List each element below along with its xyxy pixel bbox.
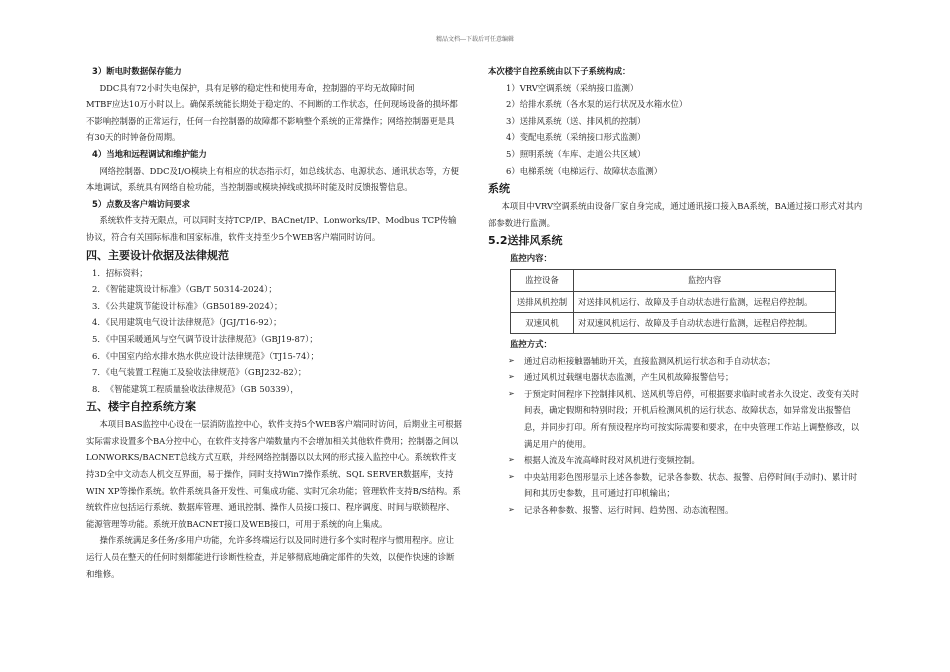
list-item-text: 中央站用彩色图形显示上述各参数，记录各参数、状态、报警、启停时间(手动时)、累计时间和其历史参数，且可通过打印机输出；: [524, 471, 858, 499]
subsystem-item: 4）变配电系统（采纳接口形式监测）: [506, 132, 646, 143]
arrow-bullet-icon: ➢: [508, 471, 515, 481]
section-heading-points: 5）点数及客户端访问要求: [92, 198, 190, 209]
basis-item: 4．《民用建筑电气设计法律规范》（JGJ/T16-92）；: [92, 317, 282, 328]
paragraph-bas-center: 本项目BAS监控中心设在一层消防监控中心，软件支持5个WEB客户端同时访问，后期业主可根据实际需求设置多个BA分控中心，在软件支持客户端数量内不会增加相关其他软件费用；控制器之间以LONWORKS/BACNET总线方式互联，并经网络控制器以以太网的形式接入监控中心。系统软件支持3D全中文动态人机交互界面，易于操作，同时支持Win7操作系统、SQL SERVER数据库，支持WIN XP等操作系统。软件系统具备开发性、可集成功能、实时冗余功能；管理软件支持B/S结构。系统软件应包括运行系统、数据库管理、通讯控制、操作人员接口接口、程序调度、时间与联锁程序、能源管理等功能。系统开放BACNET接口及WEB接口，可用于系统的向上集成。: [86, 419, 462, 529]
table-cell-device: 双速风机: [511, 312, 574, 333]
table-cell-content: 对送排风机运行、故障及手自动状态进行监测，远程启停控制。: [574, 291, 836, 312]
basis-item: 3．《公共建筑节能设计标准》（GB50189-2024）；: [92, 300, 283, 311]
arrow-bullet-icon: ➢: [508, 355, 515, 365]
list-item-text: 记录各种参数、报警、运行时间、趋势图、动态流程图。: [524, 504, 734, 515]
list-item: [488, 469, 864, 502]
monitor-content-label: 监控内容：: [510, 253, 552, 264]
table-header-content: 监控内容: [574, 269, 836, 291]
list-item: [488, 369, 864, 386]
left-column: [86, 63, 462, 582]
subsystem-item: 1）VRV空调系统（采纳接口监测）: [506, 82, 639, 93]
arrow-bullet-icon: ➢: [508, 455, 515, 465]
section-title-ventilation: 5.2送排风系统: [488, 234, 563, 248]
list-item: [488, 452, 864, 469]
basis-item: 5．《中国采暖通风与空气调节设计法律规范》（GBJ19-87）；: [92, 333, 318, 344]
table-row: [511, 291, 836, 312]
table-header-row: [511, 269, 836, 291]
list-item: [488, 502, 864, 519]
subsystem-item: 6）电梯系统（电梯运行、故障状态监测）: [506, 165, 663, 176]
paragraph-os: 操作系统满足多任务/多用户功能，允许多终端运行以及同时进行多个实时程序与惯用程序。应让运行人员在整天的任何时刻都能进行诊断性检查，并足够彻底地确定部件的失效，以便作快速的诊断和维修。: [86, 535, 455, 579]
section-heading-debug: 4）当地和远程调试和维护能力: [92, 148, 207, 159]
basis-item: 1．招标资料；: [92, 267, 148, 278]
subsystems-heading: 本次楼宇自控系统由以下子系统构成：: [488, 66, 631, 76]
arrow-bullet-icon: ➢: [508, 504, 515, 514]
subsystem-item: 5）照明系统（车库、走道公共区域）: [506, 148, 646, 159]
basis-item: 2．《智能建筑设计标准》（GB/T 50314-2024）；: [92, 284, 277, 295]
list-item: [488, 353, 864, 370]
arrow-bullet-icon: ➢: [508, 388, 515, 398]
paragraph-ddc-protection: DDC具有72小时失电保护，具有足够的稳定性和使用寿命，控制器的平均无故障时间: [99, 82, 415, 93]
table-header-device: 监控设备: [511, 269, 574, 291]
system-heading: 系统: [488, 182, 510, 196]
paragraph-vrv: 本项目中VRV空调系统由设备厂家自身完成，通过通讯接口接入BA系统，BA通过接口形式对其内部参数进行监测。: [488, 201, 863, 228]
list-item: [488, 386, 864, 452]
paragraph-points: 系统软件支持无限点，可以同时支持TCP/IP、BACnet/IP、Lonworks/IP、Modbus TCP传输协议，符合有关国际标准和国家标准，软件支持至少5个WEB客户端同时访问。: [86, 215, 457, 242]
table-cell-content: 对双速风机运行、故障及手自动状态进行监测，远程启停控制。: [574, 312, 836, 333]
list-item-text: 于预定时间程序下控制排风机、送风机等启停，可根据要求临时或者永久设定、改变有关时间表，确定假期和特别时段；开机后检测风机的运行状态、故障状态，如异常发出报警信息，并同步打印。所有预设程序均可按实际需要和要求，在中央管理工作站上调整修改，以满足用户的使用。: [524, 388, 859, 449]
header-note: 精品文档---下载后可任意编辑: [435, 36, 515, 43]
monitor-table: [510, 269, 836, 334]
section-title-design-basis: 四、主要设计依据及法律规范: [86, 248, 229, 262]
subsystem-item: 3）送排风系统（送、排风机的控制）: [506, 115, 646, 126]
basis-list: [86, 265, 462, 398]
list-item-text: 根据人流及车流高峰时段对风机进行变频控制。: [524, 455, 700, 466]
table-cell-device: 送排风机控制: [511, 291, 574, 312]
paragraph-mtbf: MTBF应达10万小时以上。确保系统能长期处于稳定的、不间断的工作状态，任何现场设备的损坏都不影响控制器的正常运行，任何一台控制器的故障都不影响整个系统的正常操作；网络控制器更是具有30天的时钟备份周期。: [86, 99, 458, 143]
paragraph-debug: 网络控制器、DDC及I/O模块上有相应的状态指示灯，如总线状态、电源状态、通讯状态等，方便本地调试，系统具有网络自检功能，当控制器或模块掉线或损坏时能及时反馈报警信息。: [86, 165, 459, 193]
monitor-method-label: 监控方式：: [510, 338, 552, 349]
table-row: [511, 312, 836, 333]
section-heading-power-loss: 3）断电时数据保存能力: [92, 66, 182, 76]
list-item-text: 通过启动柜接触器辅助开关，直接监测风机运行状态和手自动状态；: [524, 355, 776, 366]
basis-item: 7．《电气装置工程施工及验收法律规范》（GBJ232-82）；: [92, 367, 307, 378]
basis-item: 6．《中国室内给水排水热水供应设计法律规范》（TJ15-74）；: [92, 350, 319, 361]
subsystem-item: 2）给排水系统（各水泵的运行状况及水箱水位）: [506, 99, 688, 110]
section-title-bas-plan: 五、楼宇自控系统方案: [86, 400, 196, 414]
arrow-bullet-icon: ➢: [508, 372, 515, 382]
subsystem-list: [488, 80, 864, 180]
method-list: [488, 353, 864, 519]
right-column: [488, 63, 864, 518]
basis-item: 8． 《智能建筑工程质量验收法律规范》（GB 50339），: [92, 383, 299, 394]
list-item-text: 通过风机过载继电器状态监测，产生风机故障报警信号；: [524, 372, 734, 383]
